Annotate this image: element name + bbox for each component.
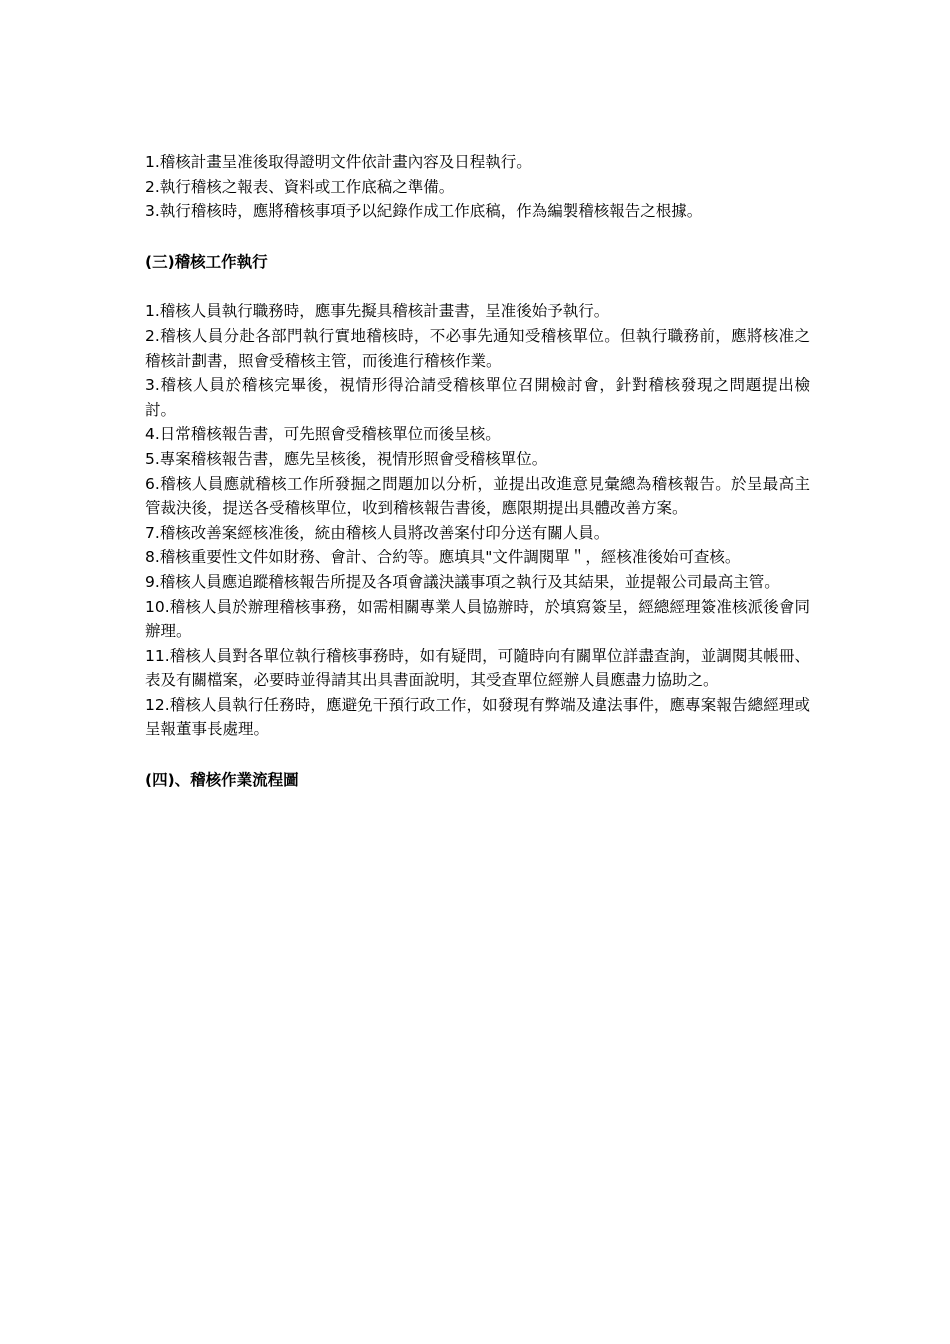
section3-item-2: 2.稽核人員分赴各部門執行實地稽核時，不必事先通知受稽核單位。但執行職務前，應將核准之稽核計劃書，照會受稽核主管，而後進行稽核作業。: [145, 326, 810, 370]
section3-item-3: 3.稽核人員於稽核完畢後，視情形得洽請受稽核單位召開檢討會，針對稽核發現之問題提出檢討。: [145, 376, 810, 419]
section3-item-5: 5.專案稽核報告書，應先呈核後，視情形照會受稽核單位。: [145, 449, 548, 468]
section3-item-7: 7.稽核改善案經核准後，統由稽核人員將改善案付印分送有關人員。: [145, 523, 610, 542]
section2-item-1: 1.稽核計畫呈准後取得證明文件依計畫內容及日程執行。: [145, 153, 532, 171]
section3-item-9: 9.稽核人員應追蹤稽核報告所提及各項會議決議事項之執行及其結果，並提報公司最高主管。: [145, 572, 780, 591]
section3-item-1: 1.稽核人員執行職務時，應事先擬具稽核計畫書，呈准後始予執行。: [145, 302, 610, 321]
section3-item-6: 6.稽核人員應就稽核工作所發掘之問題加以分析，並提出改進意見彙總為稽核報告。於呈最高主管裁決後，提送各受稽核單位，收到稽核報告書後，應限期提出具體改善方案。: [145, 474, 810, 518]
section2-item-3: 3.執行稽核時，應將稽核事項予以紀錄作成工作底稿，作為編製稽核報告之根據。: [145, 202, 703, 221]
section3-item-11: 11.稽核人員對各單位執行稽核事務時，如有疑問，可隨時向有關單位詳盡查詢，並調閱其帳冊、表及有關檔案，必要時並得請其出具書面說明，其受查單位經辦人員應盡力協助之。: [145, 646, 810, 690]
spacer: [145, 224, 810, 250]
section3-item-8: 8.稽核重要性文件如財務、會計、合約等。應填具"文件調閱單＂，經核准後始可查核。: [145, 548, 741, 567]
document-body: [145, 150, 810, 793]
section4-heading: (四)、稽核作業流程圖: [145, 771, 299, 790]
spacer: [145, 274, 810, 299]
section2-item-2: 2.執行稽核之報表、資料或工作底稿之準備。: [145, 177, 455, 196]
section3-item-12: 12.稽核人員執行任務時，應避免干預行政工作，如發現有弊端及違法事件，應專案報告總經理或呈報董事長處理。: [145, 695, 810, 739]
section3-item-10: 10.稽核人員於辦理稽核事務，如需相關專業人員協辦時，於填寫簽呈，經總經理簽准核派後會同辦理。: [145, 597, 810, 641]
section3-item-4: 4.日常稽核報告書，可先照會受稽核單位而後呈核。: [145, 425, 501, 444]
section3-heading: (三)稽核工作執行: [145, 252, 268, 271]
spacer: [145, 742, 810, 768]
